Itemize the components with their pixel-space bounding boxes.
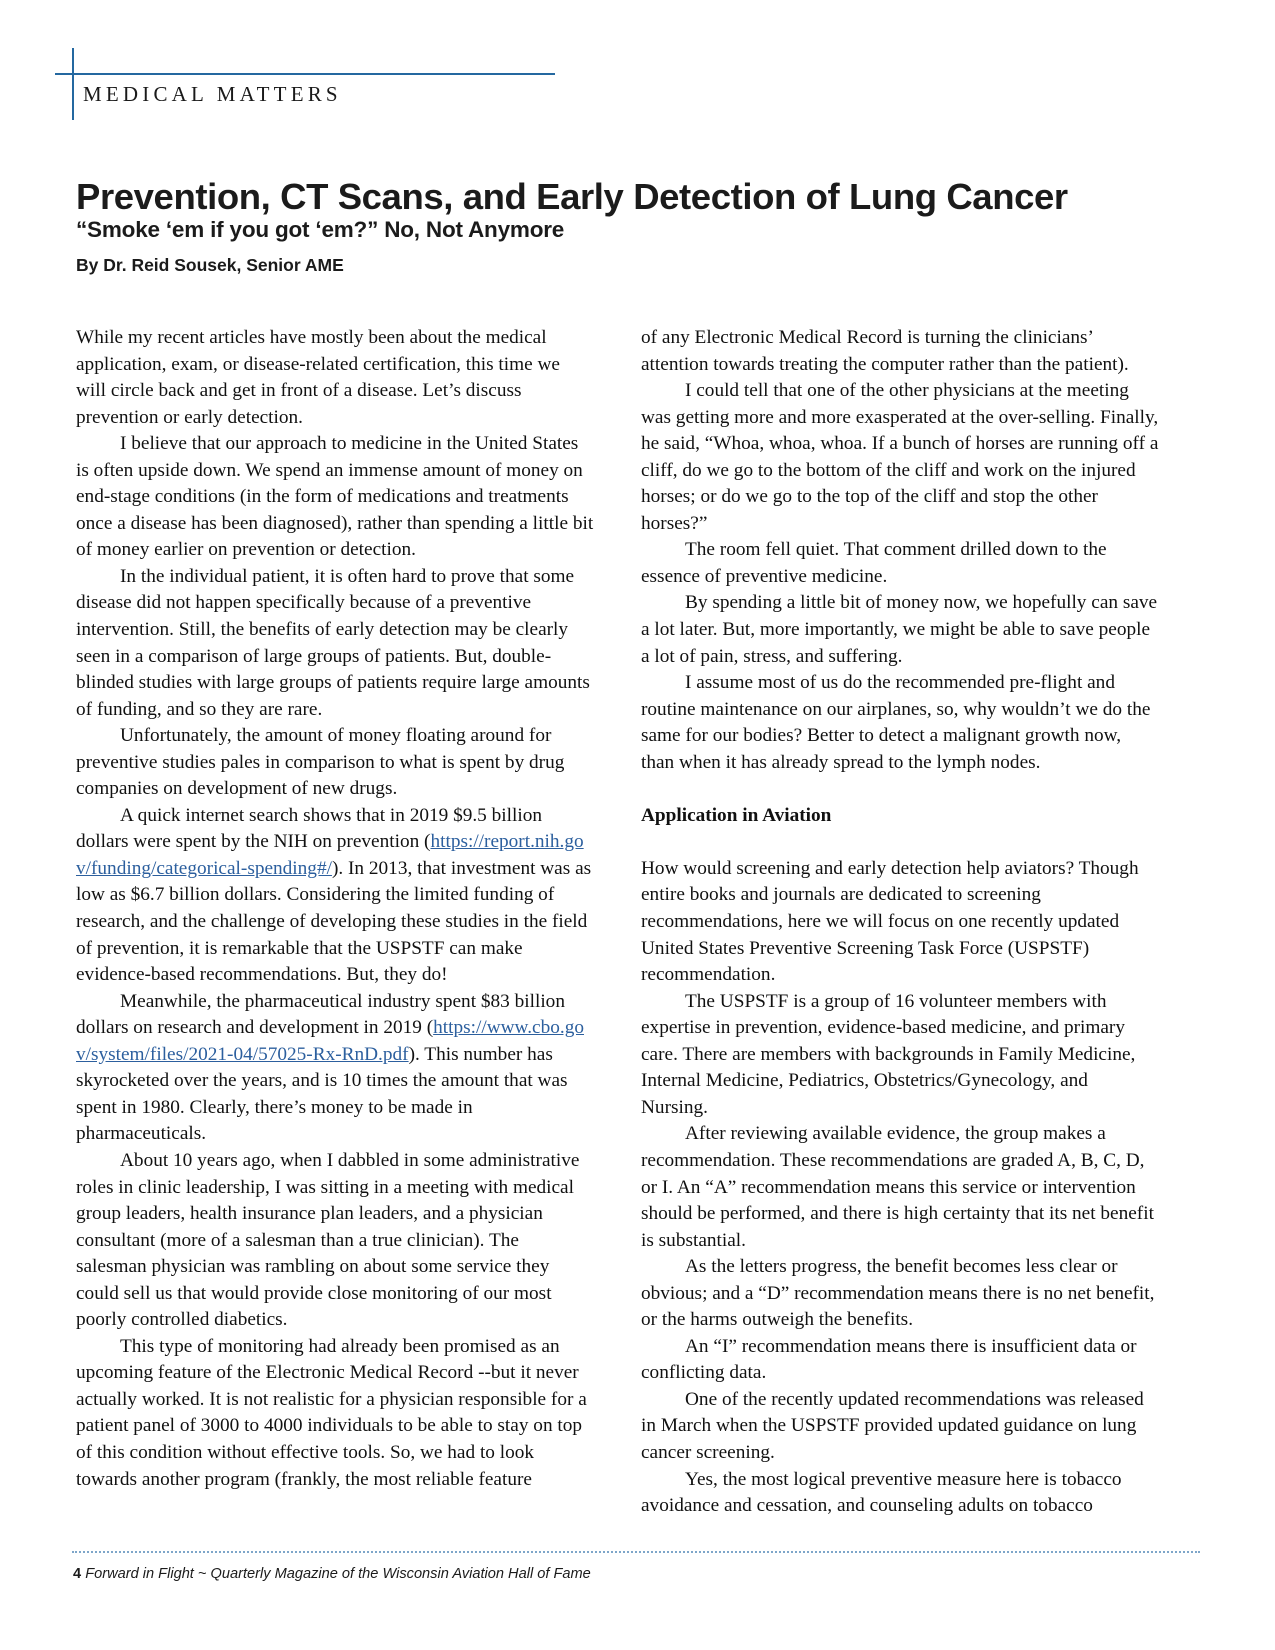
paragraph-spacer <box>641 776 1159 803</box>
paragraph-text: Meanwhile, the pharmaceutical industry spent $83 billion dollars on research and development in 2019 ( <box>76 990 565 1039</box>
paragraph: By spending a little bit of money now, we hopefully can save a lot later. But, more importantly, we might be able to save people a lot of pain, stress, and suffering. <box>641 592 1158 667</box>
paragraph: How would screening and early detection help aviators? Though entire books and journals are dedicated to screening recommendations, here we will focus on one recently updated United States Preventive Screening Task Force (USPSTF) recommendation. <box>641 857 1139 986</box>
paragraph: While my recent articles have mostly been about the medical application, exam, or disease-related certification, this time we will circle back and get in front of a disease. Let’s discuss prevention or early detection. <box>76 327 560 428</box>
page-subtitle: “Smoke ‘em if you got ‘em?” No, Not Anymore <box>76 216 565 242</box>
page-title: Prevention, CT Scans, and Early Detection of Lung Cancer <box>76 176 1068 218</box>
section-heading-application-in-aviation: Application in Aviation <box>641 804 832 826</box>
paragraph: In the individual patient, it is often hard to prove that some disease did not happen specifically because of a preventive intervention. Still, the benefits of early detection may be clearly seen in a comparison of large groups of patients. But, double-blinded studies with large groups of patients require large amounts of funding, and so they are rare. <box>76 565 590 720</box>
publication-name: Forward in Flight ~ Quarterly Magazine of the Wisconsin Aviation Hall of Fame <box>85 1566 591 1582</box>
paragraph-text: ). In 2013, that investment was as low as $6.7 billion dollars. Considering the limited funding of research, and the challenge of developing these studies in the field of prevention, it is remarkable that the USPSTF can make evidence-based recommendations. But, they do! <box>76 857 592 986</box>
cbo-report-link[interactable]: https://www.cbo.gov/system/files/2021-04/57025-Rx-RnD.pdf <box>76 1017 584 1065</box>
paragraph: I assume most of us do the recommended pre-flight and routine maintenance on our airplanes, so, why wouldn’t we do the same for our bodies? Better to detect a malignant growth now, than when it has already spread to the lymph nodes. <box>641 672 1151 773</box>
paragraph: of any Electronic Medical Record is turning the clinicians’ attention towards treating the computer rather than the patient). <box>641 327 1129 375</box>
kicker-vertical-rule <box>72 48 74 120</box>
paragraph-text: ). This number has skyrocketed over the years, and is 10 times the amount that was spent in 1980. Clearly, there’s money to be made in pharmaceuticals. <box>76 1043 568 1145</box>
footer <box>73 1566 591 1582</box>
paragraph: I believe that our approach to medicine in the United States is often upside down. We spend an immense amount of money on end-stage conditions (in the form of medications and treatments once a disease has been diagnosed), rather than spending a little bit of money earlier on prevention or detection. <box>76 433 594 561</box>
byline: By Dr. Reid Sousek, Senior AME <box>76 255 344 275</box>
paragraph-with-link <box>76 803 594 989</box>
paragraph: The USPSTF is a group of 16 volunteer members with expertise in prevention, evidence-based medicine, and primary care. There are members with backgrounds in Family Medicine, Internal Medicine, Pediatrics, Obstetrics/Gynecology, and Nursing. <box>641 990 1136 1118</box>
paragraph: About 10 years ago, when I dabbled in some administrative roles in clinic leadership, I was sitting in a meeting with medical group leaders, health insurance plan leaders, and a physician consultant (more of a salesman than a true clinician). The salesman physician was rambling on about some service they could sell us that would provide close monitoring of our most poorly controlled diabetics. <box>76 1149 580 1331</box>
page-number: 4 <box>73 1566 82 1582</box>
kicker-label: MEDICAL MATTERS <box>83 82 342 106</box>
paragraph-with-link <box>76 989 594 1148</box>
paragraph-spacer <box>641 829 1159 856</box>
paragraph: I could tell that one of the other physicians at the meeting was getting more and more exasperated at the over-selling. Finally, he said, “Whoa, whoa, whoa. If a bunch of horses are running off a cliff, do we go to the bottom of the cliff and work on the injured horses; or do we go to the top of the cliff and stop the other horses?” <box>641 380 1159 534</box>
kicker-horizontal-rule <box>55 73 555 75</box>
footer-divider <box>72 1551 1200 1553</box>
section-kicker <box>55 46 575 126</box>
column-left <box>76 325 594 1490</box>
paragraph: Yes, the most logical preventive measure here is tobacco avoidance and cessation, and counseling adults on tobacco <box>641 1468 1122 1517</box>
paragraph-text: A quick internet search shows that in 2019 $9.5 billion dollars were spent by the NIH on prevention ( <box>76 804 542 853</box>
paragraph: This type of monitoring had already been promised as an upcoming feature of the Electronic Medical Record --but it never actually worked. It is not realistic for a physician responsible for a patient panel of 3000 to 4000 individuals to be able to stay on top of this condition without effective tools. So, we had to look towards another program (frankly, the most reliable feature <box>76 1335 587 1490</box>
column-right <box>641 325 1159 1517</box>
paragraph: One of the recently updated recommendations was released in March when the USPSTF provided updated guidance on lung cancer screening. <box>641 1388 1144 1463</box>
paragraph: After reviewing available evidence, the group makes a recommendation. These recommendations are graded A, B, C, D, or I. An “A” recommendation means this service or intervention should be performed, and there is high certainty that its net benefit is substantial. <box>641 1123 1154 1251</box>
paragraph: The room fell quiet. That comment drilled down to the essence of preventive medicine. <box>641 539 1107 587</box>
article-body <box>76 325 1199 1517</box>
nih-funding-link[interactable]: https://report.nih.gov/funding/categorical-spending#/ <box>76 831 584 879</box>
paragraph: An “I” recommendation means there is insufficient data or conflicting data. <box>641 1335 1137 1384</box>
paragraph: Unfortunately, the amount of money floating around for preventive studies pales in comparison to what is spent by drug companies on development of new drugs. <box>76 725 565 800</box>
paragraph: As the letters progress, the benefit becomes less clear or obvious; and a “D” recommendation means there is no net benefit, or the harms outweigh the benefits. <box>641 1256 1155 1331</box>
